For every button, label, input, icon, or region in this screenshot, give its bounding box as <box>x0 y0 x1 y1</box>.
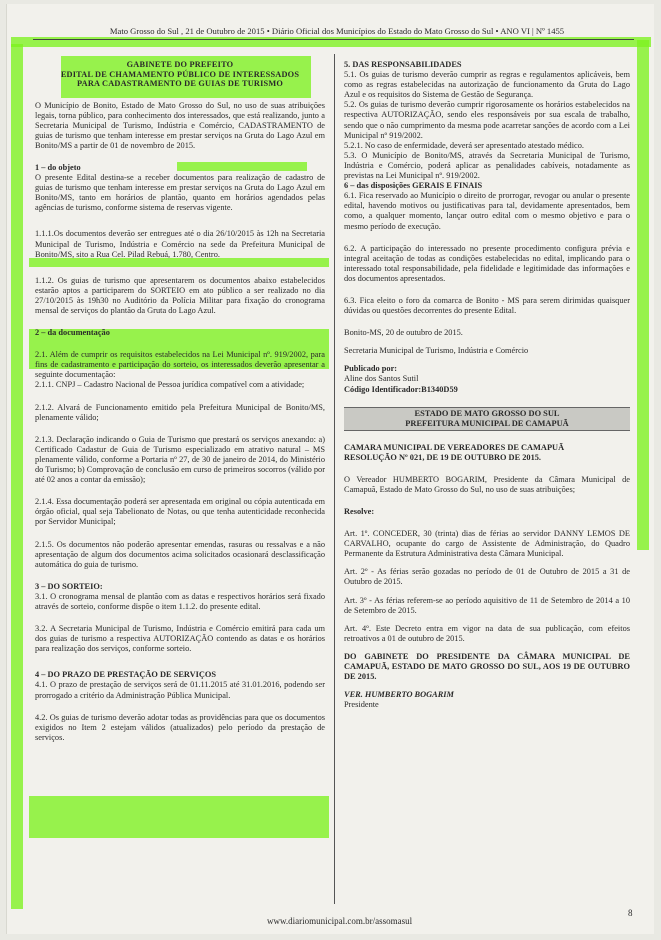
highlight-prazo <box>29 796 329 838</box>
section-5-title: 5. DAS RESPONSABILIDADES <box>344 60 462 69</box>
right-column <box>344 60 630 710</box>
item-5-2-1: 5.2.1. No caso de enfermidade, deverá ser apresentado atestado médico. <box>344 140 585 150</box>
identifier-code: Código Identificador:B1340D59 <box>344 384 458 394</box>
signer-role: Presidente <box>344 700 379 710</box>
edital-title-2: PARA CADASTRAMENTO DE GUIAS DE TURISMO <box>76 79 284 88</box>
column-divider <box>334 54 335 904</box>
item-5-3: 5.3. O Município de Bonito/MS, através da Secretaria Municipal de Turismo, Indústria e Comércio, poderá aplicar as penalidades cabíveis, notadamente as previstas na Lei Municipal nº. 919/2002. <box>344 150 630 181</box>
published-by-label: Publicado por: <box>344 364 398 374</box>
resolution-intro: O Vereador HUMBERTO BOGARIM, Presidente da Câmara Municipal de Camapuã, Estado de Mato Grosso do Sul, no uso de suas atribuições; <box>344 474 630 494</box>
article-1: Art. 1º. CONCEDER, 30 (trinta) dias de férias ao servidor DANNY LEMOS DE CARVALHO, ocupante do cargo de Assistente de Administração, do Quadro Permanente da Estrutura Administrativa desta Câmara Municipal. <box>344 529 630 559</box>
state-banner <box>344 407 630 431</box>
secretary-line: Secretaria Municipal de Turismo, Indústria e Comércio <box>344 346 529 356</box>
section-1-title: 1 – do objeto <box>35 162 81 172</box>
item-2-1-4: 2.1.4. Essa documentação poderá ser apresentada em original ou cópia autenticada em órgão oficial, qual seja Tabelionato de Notas, ou que tenha autenticidade reconhecida por Servidor Municipal; <box>35 497 325 527</box>
office-title: GABINETE DO PREFEITO <box>126 60 234 69</box>
item-3-1: 3.1. O cronograma mensal de plantão com as datas e respectivos horários será fixado através de sorteio, conforme dispõe o item 1.1.2. do presente edital. <box>35 591 325 611</box>
item-2-1-2: 2.1.2. Alvará de Funcionamento emitido pela Prefeitura Municipal de Bonito/MS, plenamente válido; <box>35 402 325 422</box>
left-column <box>35 60 325 743</box>
intro-paragraph: O Município de Bonito, Estado de Mato Grosso do Sul, no uso de suas atribuições legais, torna público, para conhecimento dos interessados, que está realizando, junto a Secretaria Municipal de Turismo, Indústria e Comércio, CADASTRAMENTO de guias de turismo que tenham interesse em prestar serviços na Gruta do Lago Azul em Bonito/MS a partir de 01 de novembro de 2015. <box>35 100 325 150</box>
item-2-1-3: 2.1.3. Declaração indicando o Guia de Turismo que prestará os serviços anexando: a) Certificado Cadastur de Guia de Turismo especializado em atrativo natural – MS plenamente válido, conforme a Portaria nº 27, de 30 de janeiro de 2014, do Ministério do Turismo; b) Comprovação de conclusão em curso de primeiros socorros (válido por até 02 anos a contar da emissão); <box>35 434 325 485</box>
signer-name: VER. HUMBERTO BOGARIM <box>344 690 454 700</box>
banner-state: ESTADO DE MATO GROSSO DO SUL <box>414 408 560 418</box>
closing-statement: DO GABINETE DO PRESIDENTE DA CÂMARA MUNICIPAL DE CAMAPUÃ, ESTADO DE MATO GROSSO DO SUL, AOS 19 DE OUTUBRO DE 2015. <box>344 651 630 682</box>
resolution-title: RESOLUÇÃO Nº 021, DE 19 DE OUTUBRO DE 2015. <box>344 452 541 462</box>
footer-url: www.diariomunicipal.com.br/assomasul <box>267 916 413 926</box>
article-2: Art. 2º - As férias serão gozadas no período de 01 de Outubro de 2015 a 31 de Outubro de 2015. <box>344 567 630 587</box>
section-4-title: 4 – DO PRAZO DE PRESTAÇÃO DE SERVIÇOS <box>35 670 217 680</box>
camara-title: CAMARA MUNICIPAL DE VEREADORES DE CAMAPUÃ <box>344 442 565 452</box>
item-1-1-1: 1.1.1.Os documentos deverão ser entregues até o dia 26/10/2015 às 12h na Secretaria Municipal de Turismo, Indústria e Comércio na sede da Prefeitura Municipal de Bonito/MS, sito a Rua Cel. Pilad Rebuá, 1.780, Centro. <box>35 229 325 259</box>
highlight-right <box>637 40 649 550</box>
page-number: 8 <box>628 908 633 918</box>
page-header: Mato Grosso do Sul , 21 de Outubro de 2015 • Diário Oficial dos Municípios do Estado do Mato Grosso do Sul • ANO VI | Nº 1455 <box>109 26 565 36</box>
publisher-name: Aline dos Santos Sutil <box>344 374 419 384</box>
item-2-1: 2.1. Além de cumprir os requisitos estabelecidos na Lei Municipal nº. 919/2002, para fins de cadastramento e participação do sorteio, os interessados deverão apresentar a seguinte documentação: <box>35 350 325 380</box>
highlight-left <box>11 44 23 909</box>
article-3: Art. 3º - As férias referem-se ao período aquisitivo de 11 de Setembro de 2014 a 10 de Setembro de 2015. <box>344 595 630 615</box>
item-2-1-1: 2.1.1. CNPJ – Cadastro Nacional de Pessoa jurídica compatível com a atividade; <box>35 380 305 390</box>
item-3-2: 3.2. A Secretaria Municipal de Turismo, Indústria e Comércio emitirá para cada um dos guias de turismo a respectiva AUTORIZAÇÃO contendo as datas e os horários para realização dos serviços, conforme sorteio. <box>35 624 325 654</box>
article-4: Art. 4º. Este Decreto entra em vigor na data de sua publicação, com efeitos retroativos a 01 de outubro de 2015. <box>344 623 630 643</box>
resolve-label: Resolve: <box>344 507 375 516</box>
item-1-1-2: 1.1.2. Os guias de turismo que apresentarem os documentos abaixo estabelecidos estarão aptos a participarem do SORTEIO em ato público a ser realizado no dia 27/10/2015 às 19h30 no Auditório da Polícia Militar para fixação do cronograma mensal de serviços do plantão da Gruta do Lago Azul. <box>35 275 325 315</box>
item-6-2: 6.2. A participação do interessado no presente procedimento configura prévia e integral aceitação de todas as condições estabelecidas no edital, implicando para o interessado total responsabilidade, pela fidelidade e legitimidade das informações e dos documentos apresentados. <box>344 243 630 283</box>
header-rule <box>33 39 634 40</box>
section-1-text: O presente Edital destina-se a receber documentos para realização de cadastro de guias de turismo que tenham interesse em prestar serviços na Gruta do Lago Azul em Bonito/MS, tanto em horários de plantão, quanto em horários agendados pelas agências de turismo, conforme sistema de reservas vigente. <box>35 173 325 213</box>
place-date: Bonito-MS, 20 de outubro de 2015. <box>344 328 463 338</box>
section-6-title: 6 – das disposições GERAIS E FINAIS <box>344 181 483 191</box>
item-4-1: 4.1. O prazo de prestação de serviços será de 01.11.2015 até 31.01.2016, podendo ser prorrogado a critério da Administração Pública Municipal. <box>35 680 325 700</box>
item-6-1: 6.1. Fica reservado ao Município o direito de prorrogar, revogar ou anular o presente edital, havendo motivos ou justificativas para tal, devidamente apresentados, bem como, a qualquer momento, lançar outro edital com o mesmo objetivo e para o mesmo período de execução. <box>344 191 630 231</box>
item-4-2: 4.2. Os guias de turismo deverão adotar todas as providências para que os documentos exigidos no Item 2 estejam válidos (atualizados) pelo período da prestação de serviços. <box>35 712 325 742</box>
item-2-1-5: 2.1.5. Os documentos não poderão apresentar emendas, rasuras ou ressalvas e a não apresentação de algum dos documentos acima solicitados ocasionará desclassificação automática do guia de turismo. <box>35 539 325 569</box>
edital-title-1: EDITAL DE CHAMAMENTO PÚBLICO DE INTERESSADOS <box>60 69 300 79</box>
section-3-title: 3 – DO SORTEIO: <box>35 581 103 591</box>
newspaper-page <box>6 4 654 934</box>
section-2-title: 2 – da documentação <box>35 328 110 338</box>
item-6-3: 6.3. Fica eleito o foro da comarca de Bonito - MS para serem dirimidas quaisquer dúvidas ou questões decorrentes do presente Edital. <box>344 295 630 316</box>
item-5-2: 5.2. Os guias de turismo deverão cumprir rigorosamente os horários estabelecidos na respectiva AUTORIZAÇÃO, sendo eles responsáveis por sua escala de trabalho, sendo que o não cumprimento da mesma pode acarretar sanções de acordo com a Lei Municipal nº 919/2002. <box>344 100 630 140</box>
banner-prefeitura: PREFEITURA MUNICIPAL DE CAMAPUÃ <box>405 418 569 428</box>
item-5-1: 5.1. Os guias de turismo deverão cumprir as regras e regulamentos aplicáveis, bem como as regras estabelecidas na autorização de funcionamento da Gruta do Lago Azul e os requisitos do Sistema de Gestão de Segurança. <box>344 70 630 100</box>
